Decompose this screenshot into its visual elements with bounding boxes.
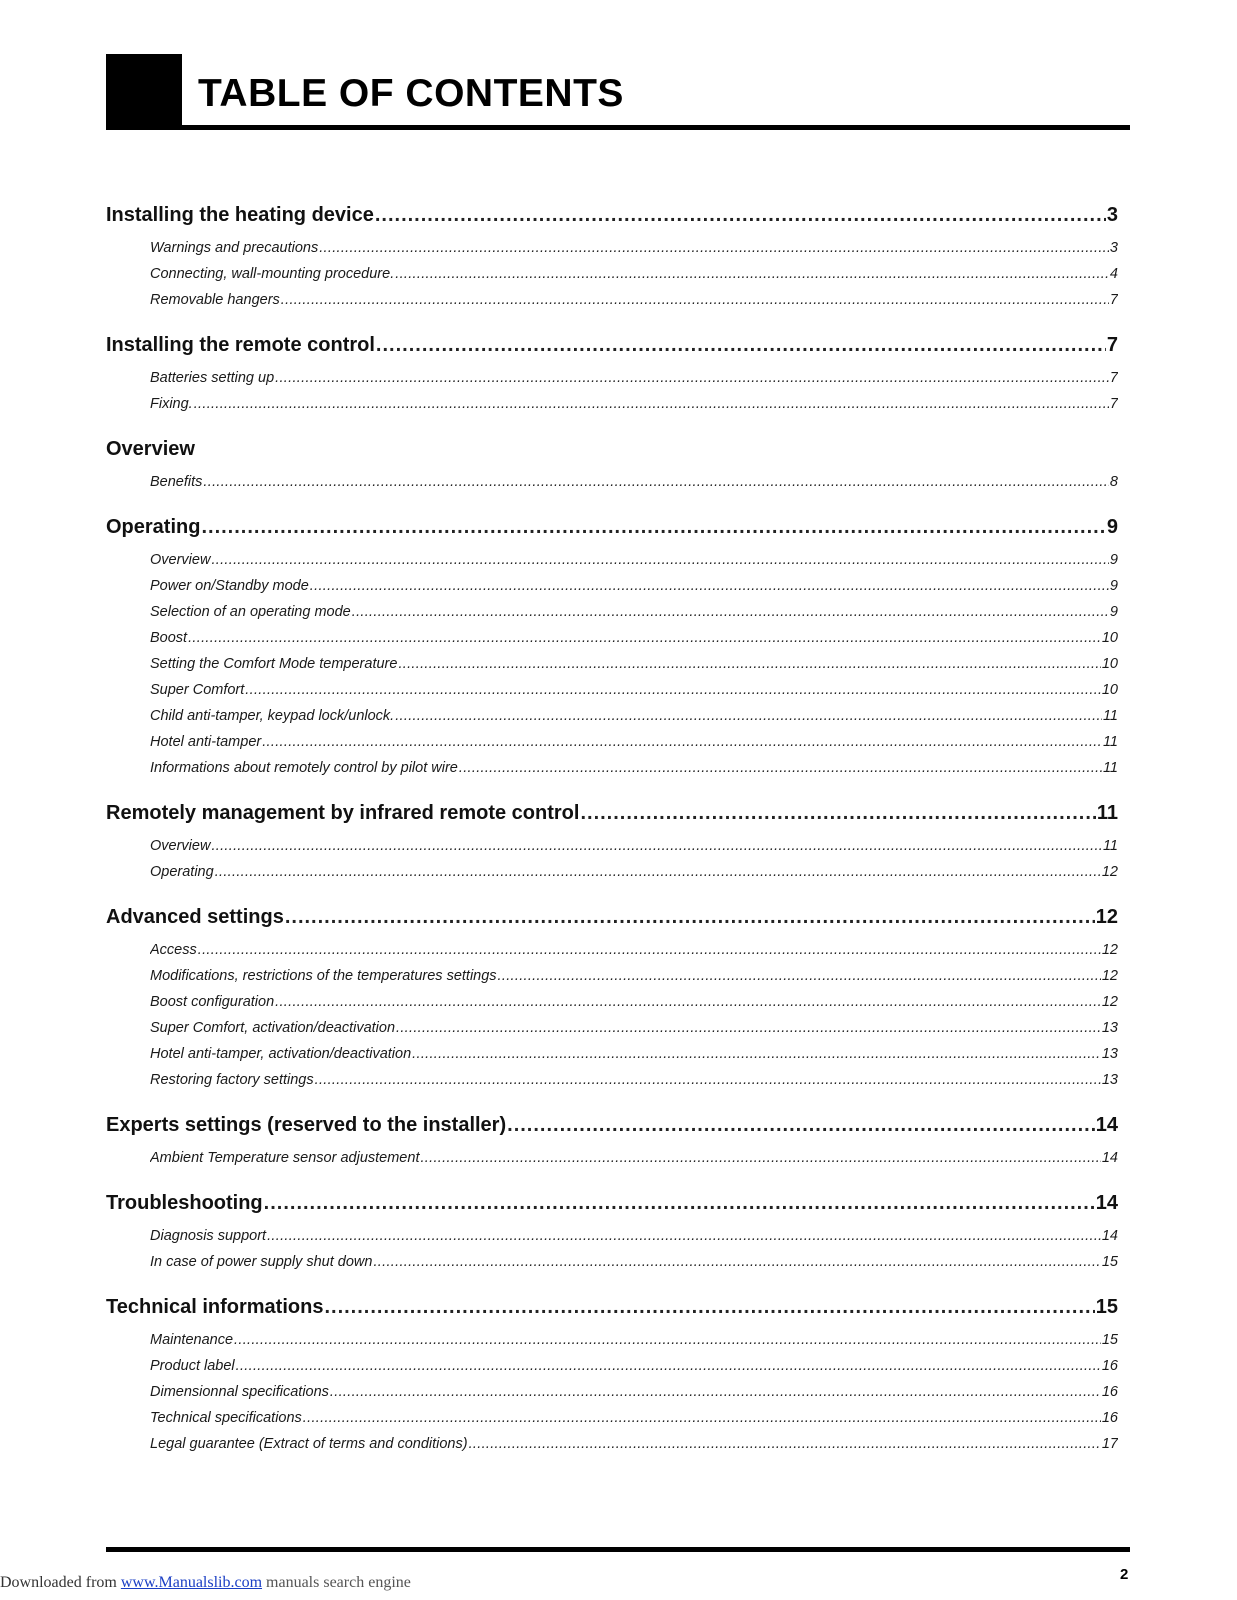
toc-section-heading[interactable] (106, 1296, 1118, 1332)
dot-leader (211, 838, 1102, 854)
toc-page-number: 4 (1109, 266, 1118, 282)
toc-page-number: 7 (1109, 370, 1118, 386)
toc-entry-title: In case of power supply shut down (150, 1254, 373, 1270)
toc-entry[interactable] (150, 630, 1118, 656)
toc-entry-title: Overview (106, 438, 195, 460)
toc-entry[interactable] (150, 838, 1118, 864)
toc-entry-title: Child anti-tamper, keypad lock/unlock. (150, 708, 395, 724)
dot-leader (267, 1228, 1101, 1244)
toc-entry-title: Installing the heating device (106, 204, 374, 226)
toc-entry[interactable] (150, 396, 1118, 422)
dot-leader (398, 656, 1100, 672)
toc-page-number: 10 (1101, 656, 1118, 672)
page-number: 2 (1120, 1566, 1129, 1583)
toc-entry-title: Access (150, 942, 197, 958)
toc-page-number: 15 (1101, 1254, 1118, 1270)
toc-section (106, 516, 1118, 786)
toc-page-number: 14 (1095, 1192, 1118, 1214)
toc-entry[interactable] (150, 656, 1118, 682)
toc-entry-title: Operating (150, 864, 214, 880)
toc-section-heading[interactable] (106, 516, 1118, 552)
download-note (0, 1574, 411, 1592)
dot-leader (203, 474, 1109, 490)
toc-section-heading[interactable] (106, 334, 1118, 370)
toc-entry[interactable] (150, 1358, 1118, 1384)
dot-leader (459, 760, 1102, 776)
toc-entry[interactable] (150, 1436, 1118, 1462)
toc-entry[interactable] (150, 578, 1118, 604)
toc-entry-title: Setting the Comfort Mode temperature (150, 656, 398, 672)
dot-leader (373, 1254, 1100, 1270)
dot-leader (375, 204, 1106, 227)
toc-page-number: 12 (1095, 906, 1118, 928)
toc-page-number: 13 (1101, 1072, 1118, 1088)
toc-entry[interactable] (150, 1332, 1118, 1358)
dot-leader (376, 334, 1106, 357)
dot-leader (330, 1384, 1101, 1400)
toc-page-number: 11 (1102, 838, 1118, 854)
toc-entry-title: Benefits (150, 474, 203, 490)
toc-page-number: 9 (1109, 578, 1118, 594)
footer-rule (106, 1547, 1130, 1552)
toc-page-number: 3 (1106, 204, 1118, 226)
toc-entry[interactable] (150, 1072, 1118, 1098)
toc-page-number: 12 (1101, 942, 1118, 958)
toc-entry[interactable] (150, 708, 1118, 734)
toc-entry-title: Restoring factory settings (150, 1072, 314, 1088)
toc-page-number: 13 (1101, 1020, 1118, 1036)
toc-entry-title: Boost configuration (150, 994, 275, 1010)
toc-section (106, 1296, 1118, 1462)
toc-entry-title: Troubleshooting (106, 1192, 263, 1214)
toc-entry-title: Selection of an operating mode (150, 604, 351, 620)
toc-entry-title: Technical informations (106, 1296, 324, 1318)
toc-entry[interactable] (150, 1384, 1118, 1410)
toc-page-number: 15 (1101, 1332, 1118, 1348)
toc-entry-title: Batteries setting up (150, 370, 275, 386)
toc-entry[interactable] (150, 682, 1118, 708)
toc-entry-title: Remotely management by infrared remote control (106, 802, 580, 824)
toc-entry-title: Installing the remote control (106, 334, 375, 356)
header-rule (106, 125, 1130, 130)
toc-entry-title: Overview (150, 552, 211, 568)
toc-section-heading[interactable] (106, 1114, 1118, 1150)
toc-page-number: 9 (1109, 552, 1118, 568)
toc-entry[interactable] (150, 942, 1118, 968)
dot-leader (262, 734, 1102, 750)
toc-entry-title: Maintenance (150, 1332, 234, 1348)
dot-leader (315, 1072, 1101, 1088)
toc-entry[interactable] (150, 240, 1118, 266)
dot-leader (412, 1046, 1101, 1062)
dot-leader (324, 1296, 1094, 1319)
toc-entry[interactable] (150, 1020, 1118, 1046)
table-of-contents (106, 204, 1118, 1478)
dot-leader (245, 682, 1101, 698)
toc-page-number: 11 (1102, 708, 1118, 724)
dot-leader (264, 1192, 1095, 1215)
toc-entry-title: Dimensionnal specifications (150, 1384, 329, 1400)
toc-entry-title: Diagnosis support (150, 1228, 267, 1244)
toc-page-number: 15 (1095, 1296, 1118, 1318)
dot-leader (275, 994, 1101, 1010)
dot-leader (310, 578, 1109, 594)
toc-entry[interactable] (150, 370, 1118, 396)
toc-entry-title: Warnings and precautions (150, 240, 319, 256)
toc-entry-title: Removable hangers (150, 292, 280, 308)
toc-page-number: 9 (1106, 516, 1118, 538)
toc-page-number: 14 (1095, 1114, 1118, 1136)
toc-entry[interactable] (150, 760, 1118, 786)
toc-entry-title: Modifications, restrictions of the temperatures settings (150, 968, 497, 984)
dot-leader (236, 1358, 1101, 1374)
toc-entry[interactable] (150, 968, 1118, 994)
toc-entry[interactable] (150, 1254, 1118, 1280)
toc-entry[interactable] (150, 994, 1118, 1020)
manualslib-link[interactable]: www.Manualslib.com (120, 1574, 263, 1591)
download-prefix: Downloaded from (0, 1574, 121, 1591)
toc-section (106, 204, 1118, 318)
toc-entry-title: Product label (150, 1358, 235, 1374)
toc-section (106, 438, 1118, 500)
toc-page-number: 12 (1101, 994, 1118, 1010)
page-title: TABLE OF CONTENTS (198, 72, 624, 115)
toc-page-number: 3 (1109, 240, 1118, 256)
toc-section-heading[interactable] (106, 802, 1118, 838)
dot-leader (215, 864, 1101, 880)
dot-leader (234, 1332, 1101, 1348)
toc-page-number: 14 (1101, 1150, 1118, 1166)
toc-page-number: 17 (1101, 1436, 1118, 1452)
toc-entry-title: Informations about remotely control by pilot wire (150, 760, 458, 776)
toc-entry[interactable] (150, 266, 1118, 292)
toc-entry[interactable] (150, 1046, 1118, 1072)
toc-entry-title: Ambient Temperature sensor adjustement (150, 1150, 420, 1166)
toc-entry[interactable] (150, 1410, 1118, 1436)
toc-entry-title: Overview (150, 838, 211, 854)
toc-page-number: 13 (1101, 1046, 1118, 1062)
toc-entry[interactable] (150, 474, 1118, 500)
toc-entry[interactable] (150, 1228, 1118, 1254)
toc-page-number: 14 (1101, 1228, 1118, 1244)
toc-entry[interactable] (150, 604, 1118, 630)
toc-page-number: 12 (1101, 968, 1118, 984)
dot-leader (469, 1436, 1101, 1452)
toc-entry-title: Experts settings (reserved to the installer) (106, 1114, 507, 1136)
dot-leader (198, 942, 1101, 958)
dot-leader (188, 630, 1101, 646)
dot-leader (395, 266, 1109, 282)
dot-leader (319, 240, 1109, 256)
dot-leader (211, 552, 1108, 568)
toc-page-number: 10 (1101, 630, 1118, 646)
toc-section (106, 906, 1118, 1098)
toc-entry-title: Power on/Standby mode (150, 578, 309, 594)
dot-leader (580, 802, 1095, 825)
dot-leader (498, 968, 1101, 984)
toc-entry-title: Connecting, wall-mounting procedure. (150, 266, 395, 282)
toc-section-heading[interactable] (106, 438, 1118, 474)
toc-section (106, 1114, 1118, 1176)
dot-leader (281, 292, 1109, 308)
dot-leader (507, 1114, 1095, 1137)
toc-page-number: 7 (1109, 396, 1118, 412)
toc-page-number: 16 (1101, 1384, 1118, 1400)
toc-entry[interactable] (150, 552, 1118, 578)
toc-entry[interactable] (150, 1150, 1118, 1176)
toc-page-number: 9 (1109, 604, 1118, 620)
dot-leader (285, 906, 1095, 929)
toc-entry-title: Super Comfort, activation/deactivation (150, 1020, 396, 1036)
toc-entry-title: Operating (106, 516, 201, 538)
toc-page-number: 10 (1101, 682, 1118, 698)
toc-section-heading[interactable] (106, 204, 1118, 240)
toc-entry-title: Hotel anti-tamper (150, 734, 262, 750)
toc-entry-title: Super Comfort (150, 682, 245, 698)
header-black-block (106, 54, 182, 128)
download-suffix: manuals search engine (262, 1574, 411, 1591)
toc-entry-title: Fixing. (150, 396, 193, 412)
toc-page-number: 11 (1102, 760, 1118, 776)
toc-section-heading[interactable] (106, 906, 1118, 942)
toc-page-number: 16 (1101, 1358, 1118, 1374)
toc-page-number: 16 (1101, 1410, 1118, 1426)
dot-leader (201, 516, 1105, 539)
toc-entry[interactable] (150, 292, 1118, 318)
toc-entry[interactable] (150, 864, 1118, 890)
toc-page-number: 12 (1101, 864, 1118, 880)
toc-page-number: 11 (1096, 802, 1118, 824)
toc-page-number: 7 (1106, 334, 1118, 356)
toc-page-number: 11 (1102, 734, 1118, 750)
toc-section-heading[interactable] (106, 1192, 1118, 1228)
toc-entry-title: Technical specifications (150, 1410, 302, 1426)
toc-entry-title: Legal guarantee (Extract of terms and conditions) (150, 1436, 468, 1452)
toc-section (106, 802, 1118, 890)
toc-page-number: 8 (1109, 474, 1118, 490)
toc-entry[interactable] (150, 734, 1118, 760)
dot-leader (275, 370, 1109, 386)
toc-entry-title: Hotel anti-tamper, activation/deactivation (150, 1046, 412, 1062)
toc-entry-title: Boost (150, 630, 188, 646)
toc-section (106, 1192, 1118, 1280)
dot-leader (352, 604, 1109, 620)
dot-leader (194, 396, 1109, 412)
dot-leader (396, 1020, 1101, 1036)
dot-leader (303, 1410, 1101, 1426)
toc-section (106, 334, 1118, 422)
dot-leader (395, 708, 1102, 724)
toc-page-number: 7 (1109, 292, 1118, 308)
toc-entry-title: Advanced settings (106, 906, 284, 928)
dot-leader (420, 1150, 1100, 1166)
